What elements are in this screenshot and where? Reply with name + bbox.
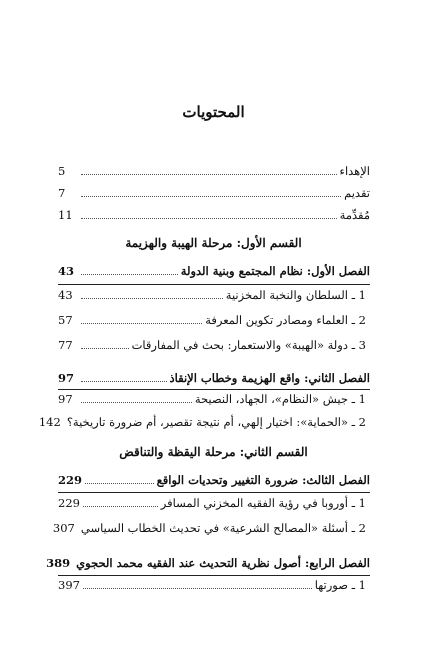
entry-page: 43 <box>58 288 73 302</box>
leader-dots <box>83 506 158 507</box>
leader-dots <box>81 218 337 219</box>
toc-entry <box>58 337 370 353</box>
chapter-title: الفصل الرابع: أصول نظرية التحديث عند الفقيه محمد الحجوي <box>76 556 370 570</box>
chapter-title: الفصل الأول: نظام المجتمع وبنية الدولة <box>180 264 370 278</box>
entry-page: 397 <box>58 578 80 592</box>
toc-entry-dedication <box>58 163 370 179</box>
entry-label: تقديم <box>344 186 370 200</box>
part-heading-2: القسم الثاني: مرحلة اليقظة والتناقض <box>119 445 308 459</box>
toc-entry <box>58 312 370 328</box>
entry-page: 307 <box>52 521 75 535</box>
chapter-3 <box>58 472 370 488</box>
leader-dots <box>81 323 202 324</box>
chapter-title: الفصل الثالث: ضرورة التغيير وتحديات الواقع <box>156 473 370 487</box>
toc-entry <box>58 287 370 303</box>
chapter-page: 389 <box>46 556 71 570</box>
chapter-title: الفصل الثاني: واقع الهزيمة وخطاب الإنقاذ <box>169 371 370 385</box>
toc-entry <box>52 520 370 536</box>
leader-dots <box>81 174 337 175</box>
chapter-2 <box>58 370 370 386</box>
entry-label: 1 ـ أوروبا في رؤية الفقيه المخزني المسافر <box>160 496 366 510</box>
entry-label: الإهداء <box>339 164 370 178</box>
divider <box>58 575 370 576</box>
chapter-page: 43 <box>58 264 75 278</box>
leader-dots <box>81 274 178 275</box>
leader-dots <box>85 483 154 484</box>
leader-dots <box>81 402 192 403</box>
toc-entry <box>58 495 370 511</box>
divider <box>58 389 370 390</box>
chapter-page: 97 <box>58 371 75 385</box>
entry-page: 97 <box>58 392 73 406</box>
entry-label: 1 ـ صورتها <box>314 578 366 592</box>
entry-page: 142 <box>38 415 61 429</box>
entry-label: 2 ـ أسئلة «المصالح الشرعية» في تحديث الخطاب السياسي <box>80 521 366 535</box>
toc-entry <box>58 391 370 407</box>
entry-label: 3 ـ دولة «الهيبة» والاستعمار: بحث في المفارقات <box>131 338 366 352</box>
leader-dots <box>81 196 341 197</box>
chapter-page: 229 <box>58 473 83 487</box>
divider <box>58 284 370 285</box>
entry-page: 5 <box>58 164 66 178</box>
divider <box>58 492 370 493</box>
entry-page: 57 <box>58 313 73 327</box>
entry-page: 11 <box>58 208 73 222</box>
entry-label: مُقدِّمة <box>339 208 370 222</box>
toc-entry <box>38 414 370 430</box>
chapter-4 <box>46 555 370 571</box>
part-heading-1: القسم الأول: مرحلة الهيبة والهزيمة <box>125 236 302 250</box>
leader-dots <box>81 348 129 349</box>
entry-page: 7 <box>58 186 66 200</box>
leader-dots <box>81 381 167 382</box>
entry-page: 77 <box>58 338 73 352</box>
toc-entry <box>58 577 370 593</box>
entry-label: 1 ـ السلطان والنخبة المخزنية <box>225 288 366 302</box>
chapter-1 <box>58 263 370 279</box>
page-title: المحتويات <box>182 103 245 121</box>
leader-dots <box>83 588 312 589</box>
entry-label: 2 ـ العلماء ومصادر تكوين المعرفة <box>205 313 366 327</box>
entry-label: 1 ـ جيش «النظام»، الجهاد، النصيحة <box>194 392 366 406</box>
toc-entry-introduction <box>58 207 370 223</box>
entry-label: 2 ـ «الحماية»: اختيار إلهي، أم نتيجة تقصير، أم ضرورة تاريخية؟ <box>66 415 366 429</box>
toc-entry-foreword <box>58 185 370 201</box>
entry-page: 229 <box>58 496 80 510</box>
leader-dots <box>81 298 223 299</box>
